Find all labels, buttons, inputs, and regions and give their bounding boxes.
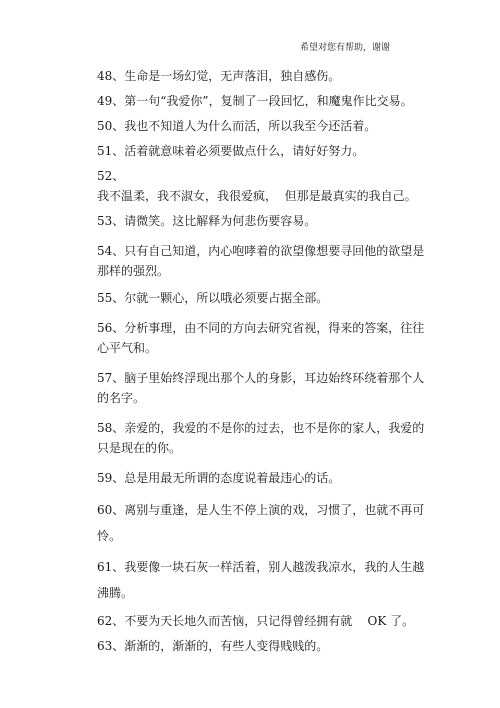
list-item: 51、活着就意味着必须要做点什么，请好好努力。 bbox=[97, 144, 365, 158]
list-item: 53、请微笑。这比解释为何悲伤要容易。 bbox=[97, 214, 317, 228]
quote-list bbox=[97, 66, 427, 656]
list-item: 55、尔就一颗心，所以哦必须要占据全部。 bbox=[97, 291, 329, 305]
list-item: 60、离别与重逢，是人生不停上演的戏，习惯了，也就不再可 怜。 bbox=[97, 503, 425, 543]
list-item: 61、我要像一块石灰一样活着，别人越泼我凉水，我的人生越 沸腾。 bbox=[97, 560, 425, 600]
list-item: 54、只有自己知道，内心咆哮着的欲望像想要寻回他的欲望是 那样的强烈。 bbox=[97, 244, 425, 278]
list-item: 59、总是用最无所谓的态度说着最违心的话。 bbox=[97, 471, 341, 485]
list-item: 63、渐渐的，渐渐的，有些人变得贱贱的。 bbox=[97, 639, 329, 653]
list-item: 58、亲爱的，我爱的不是你的过去，也不是你的家人，我爱的 只是现在的你。 bbox=[97, 421, 425, 455]
list-item: 62、不要为天长地久而苦恼，只记得曾经拥有就 OK 了。 bbox=[97, 614, 415, 628]
page-header: 希望对您有帮助，谢谢 bbox=[300, 43, 391, 53]
list-item: 48、生命是一场幻觉，无声落泪，独自感伤。 bbox=[97, 69, 341, 83]
list-item: 56、分析事理，由不同的方向去研究省视，得来的答案，往往 心平气和。 bbox=[97, 321, 425, 355]
list-item: 50、我也不知道人为什么而活，所以我至今还活着。 bbox=[97, 119, 377, 133]
list-item: 52、我不温柔，我不淑女，我很爱疯， 但那是最真实的我自己。 bbox=[97, 169, 417, 203]
list-item: 57、脑子里始终浮现出那个人的身影，耳边始终环绕着那个人 的名字。 bbox=[97, 371, 425, 405]
list-item: 49、第一句“我爱你”，复制了一段回忆，和魔鬼作比交易。 bbox=[97, 94, 413, 108]
